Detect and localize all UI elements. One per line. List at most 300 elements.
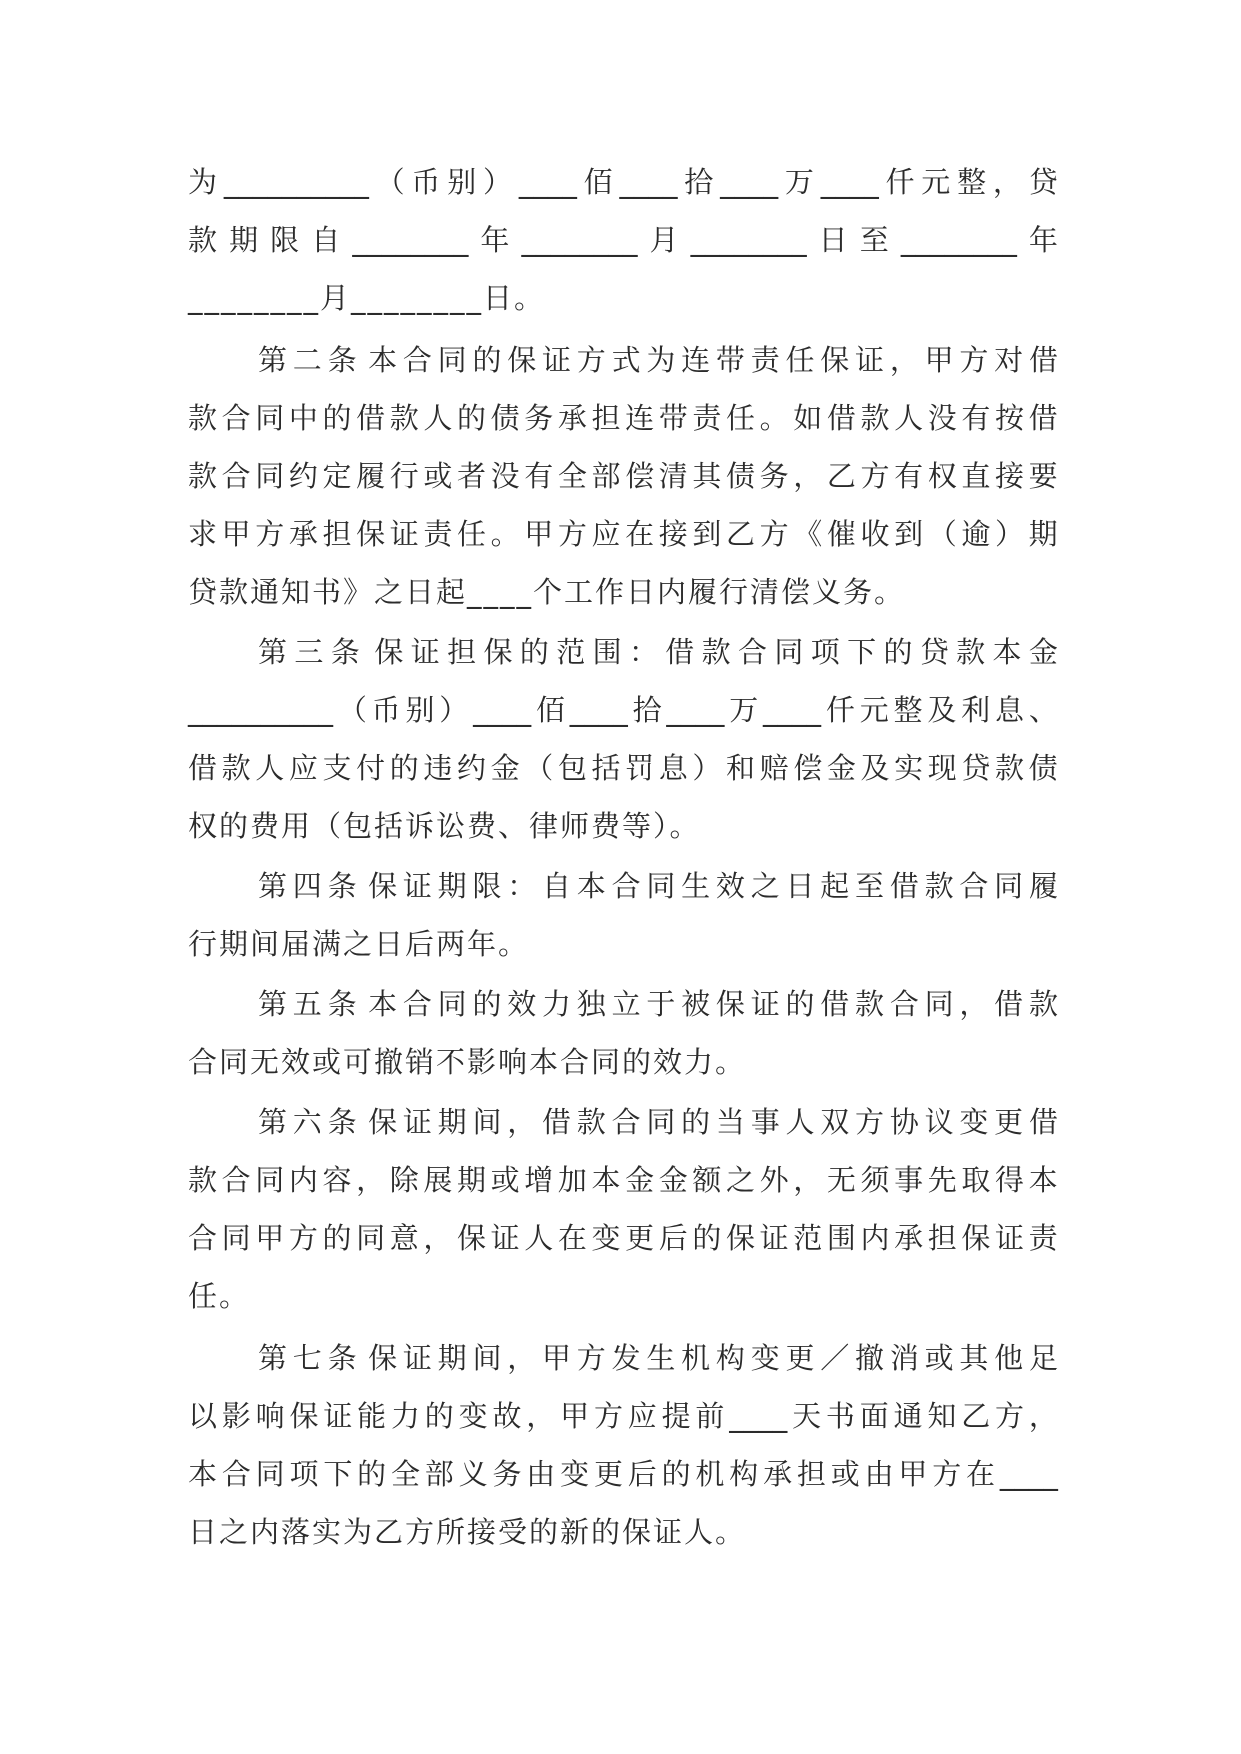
text-glyph: 务 xyxy=(492,1457,522,1491)
text-glyph: 至 xyxy=(859,223,889,257)
text-glyph: 于 xyxy=(646,987,676,1021)
text-glyph: 金 xyxy=(1028,635,1058,669)
text-glyph: 证 xyxy=(750,987,780,1021)
text-glyph: 后 xyxy=(658,1221,688,1255)
text-glyph: ____ xyxy=(820,165,879,199)
text-glyph: 的 xyxy=(472,343,502,377)
text-glyph: 方 xyxy=(995,1399,1025,1433)
text-line xyxy=(188,389,1058,447)
text-glyph: 得 xyxy=(995,1163,1025,1197)
text-glyph: 息 xyxy=(658,751,688,785)
text-glyph: 接 xyxy=(995,459,1025,493)
text-glyph: 履 xyxy=(356,459,386,493)
text-glyph: __________ xyxy=(223,165,369,199)
text-glyph: 清 xyxy=(658,459,688,493)
text-glyph: 任 xyxy=(785,343,815,377)
text-glyph: 。 xyxy=(490,517,520,551)
text-glyph: 万 xyxy=(784,165,814,199)
text-glyph: 同 xyxy=(994,869,1024,903)
text-glyph: 有 xyxy=(894,459,924,493)
text-glyph: 的 xyxy=(322,401,352,435)
text-glyph: 围 xyxy=(592,635,622,669)
text-glyph: 第 xyxy=(258,635,288,669)
text-glyph: 条 xyxy=(327,1341,357,1375)
text-glyph: 义 xyxy=(458,1457,488,1491)
text-glyph: 同 xyxy=(437,343,467,377)
text-glyph: 约 xyxy=(457,751,487,785)
text-glyph: 之 xyxy=(750,869,780,903)
text-glyph: 条 xyxy=(327,987,357,1021)
text-glyph: 全 xyxy=(557,459,587,493)
text-glyph: 债 xyxy=(1028,751,1058,785)
text-glyph: 应 xyxy=(627,1399,657,1433)
text-glyph: 任 xyxy=(457,517,487,551)
text-glyph: 本 xyxy=(591,1163,621,1197)
text-glyph: 本 xyxy=(1028,1163,1058,1197)
text-glyph: 应 xyxy=(288,751,318,785)
text-glyph: 罚 xyxy=(625,751,655,785)
text-glyph: 三 xyxy=(294,635,324,669)
text-glyph: ________ xyxy=(352,223,469,257)
text-glyph: 事 xyxy=(750,1105,780,1139)
text-glyph: 证 xyxy=(410,635,440,669)
text-glyph: 担 xyxy=(796,1457,826,1491)
text-glyph: 方 xyxy=(576,343,606,377)
text-glyph: 甲 xyxy=(924,343,954,377)
text-glyph: 债 xyxy=(726,459,756,493)
text-glyph: 全 xyxy=(390,1457,420,1491)
text-glyph: 要 xyxy=(1028,459,1058,493)
text-glyph: 证 xyxy=(855,343,885,377)
text-glyph: 甲 xyxy=(221,517,251,551)
text-glyph: 方 xyxy=(759,517,789,551)
text-glyph: 责 xyxy=(1028,1221,1058,1255)
text-glyph: 被 xyxy=(681,987,711,1021)
text-glyph: 增 xyxy=(524,1163,554,1197)
text-glyph: 权 xyxy=(927,459,957,493)
text-glyph: 构 xyxy=(715,1341,745,1375)
text-glyph: 年 xyxy=(480,223,510,257)
text-glyph: 元 xyxy=(921,165,951,199)
text-glyph: 二 xyxy=(292,343,322,377)
text-glyph: 证 xyxy=(490,1221,520,1255)
text-glyph: 款 xyxy=(188,223,218,257)
text-glyph: 人 xyxy=(894,401,924,435)
text-line xyxy=(188,857,1058,915)
text-glyph: 期 xyxy=(1028,517,1058,551)
text-glyph: 条 xyxy=(327,1105,357,1139)
text-glyph: 息 xyxy=(995,693,1025,727)
text-glyph: 证 xyxy=(402,1105,432,1139)
text-glyph: 。 xyxy=(759,401,789,435)
text-glyph: 甲 xyxy=(898,1457,928,1491)
text-glyph: 方 xyxy=(288,1221,318,1255)
paragraph-clause-6 xyxy=(188,1093,1058,1325)
text-glyph: 同 xyxy=(646,869,676,903)
paragraph-clause-7 xyxy=(188,1329,1058,1561)
text-glyph: 金 xyxy=(826,751,856,785)
text-glyph: 期 xyxy=(229,223,259,257)
text-glyph: （ xyxy=(927,517,957,551)
text-glyph: 方 xyxy=(860,459,890,493)
text-glyph: 没 xyxy=(927,401,957,435)
text-glyph: 合 xyxy=(221,401,251,435)
text-glyph: 款 xyxy=(188,459,218,493)
text-glyph: 括 xyxy=(591,751,621,785)
text-glyph: 人 xyxy=(785,1105,815,1139)
text-glyph: 履 xyxy=(1028,869,1058,903)
text-glyph: 甲 xyxy=(542,1341,572,1375)
text-glyph: ____ xyxy=(729,1399,788,1433)
text-glyph: 人 xyxy=(255,751,285,785)
text-glyph: 月 xyxy=(649,223,679,257)
text-glyph: 由 xyxy=(526,1457,556,1491)
text-glyph: 乙 xyxy=(726,517,756,551)
text-glyph: ， xyxy=(793,1163,823,1197)
text-glyph: 条 xyxy=(330,635,360,669)
text-glyph: 证 xyxy=(759,1221,789,1255)
text-glyph: 有 xyxy=(524,459,554,493)
text-glyph: __________ xyxy=(188,693,333,727)
text-glyph: 变 xyxy=(750,1341,780,1375)
contract-text xyxy=(188,153,1058,1561)
text-glyph: 能 xyxy=(357,1399,387,1433)
text-glyph: ， xyxy=(959,987,989,1021)
text-glyph: 第 xyxy=(258,1105,288,1139)
text-glyph: 合 xyxy=(611,1105,641,1139)
text-glyph: 借 xyxy=(1028,1105,1058,1139)
text-glyph: 承 xyxy=(288,517,318,551)
text-line: 行期间届满之日后两年。 xyxy=(188,927,530,961)
text-glyph: ， xyxy=(507,1341,537,1375)
text-glyph: 方 xyxy=(255,517,285,551)
text-glyph: 借 xyxy=(188,751,218,785)
text-glyph: 第 xyxy=(258,343,288,377)
text-glyph: 催 xyxy=(826,517,856,551)
text-glyph: 款 xyxy=(188,1163,218,1197)
text-glyph: 力 xyxy=(390,1399,420,1433)
text-glyph: 带 xyxy=(658,401,688,435)
text-glyph: ____ xyxy=(569,693,628,727)
text-line xyxy=(188,623,1058,681)
text-glyph: 款 xyxy=(995,751,1025,785)
text-glyph: 款 xyxy=(389,401,419,435)
text-glyph: 内 xyxy=(288,1163,318,1197)
text-glyph: 整 xyxy=(957,165,987,199)
text-line: 贷款通知书》之日起____个工作日内履行清偿义务。 xyxy=(188,575,906,609)
text-glyph: 展 xyxy=(423,1163,453,1197)
text-glyph: 包 xyxy=(557,751,587,785)
text-glyph: ____ xyxy=(518,165,577,199)
text-glyph: 须 xyxy=(860,1163,890,1197)
text-glyph: 合 xyxy=(221,459,251,493)
text-glyph: 带 xyxy=(715,343,745,377)
text-glyph: 或 xyxy=(830,1457,860,1491)
text-glyph: 合 xyxy=(611,869,641,903)
text-glyph: 六 xyxy=(292,1105,322,1139)
text-glyph: 在 xyxy=(557,1221,587,1255)
text-glyph: 证 xyxy=(402,869,432,903)
text-glyph: 外 xyxy=(759,1163,789,1197)
text-glyph: 至 xyxy=(855,869,885,903)
text-glyph: 由 xyxy=(864,1457,894,1491)
text-glyph: 款 xyxy=(956,635,986,669)
text-glyph: ， xyxy=(889,343,919,377)
text-glyph: ： xyxy=(507,869,537,903)
text-glyph: 或 xyxy=(423,459,453,493)
text-glyph: 期 xyxy=(437,1105,467,1139)
paragraph-clause-2 xyxy=(188,331,1058,621)
text-glyph: 保 xyxy=(368,1105,398,1139)
text-glyph: 除 xyxy=(389,1163,419,1197)
text-glyph: 到 xyxy=(692,517,722,551)
text-glyph: 佰 xyxy=(583,165,613,199)
text-line: 权的费用（包括诉讼费、律师费等）。 xyxy=(188,809,701,843)
text-glyph: 借 xyxy=(889,869,919,903)
text-glyph: 贷 xyxy=(1028,165,1058,199)
text-glyph: ____ xyxy=(763,693,822,727)
text-glyph: ） xyxy=(995,517,1025,551)
text-glyph: 元 xyxy=(859,693,889,727)
text-glyph: 款 xyxy=(576,1105,606,1139)
text-glyph: 合 xyxy=(889,987,919,1021)
text-glyph: 意 xyxy=(389,1221,419,1255)
text-glyph: 对 xyxy=(994,343,1024,377)
text-glyph: 保 xyxy=(368,1341,398,1375)
paragraph-clause-4 xyxy=(188,857,1058,973)
text-glyph: 本 xyxy=(188,1457,218,1491)
text-glyph: 赔 xyxy=(759,751,789,785)
text-glyph: 日 xyxy=(785,869,815,903)
text-glyph: ________ xyxy=(521,223,638,257)
text-glyph: 后 xyxy=(627,1457,657,1491)
text-glyph: 的 xyxy=(457,401,487,435)
text-line xyxy=(188,211,1058,269)
text-glyph: 人 xyxy=(423,401,453,435)
text-glyph: 的 xyxy=(357,1457,387,1491)
text-glyph: 现 xyxy=(927,751,957,785)
text-line: 合同无效或可撤销不影响本合同的效力。 xyxy=(188,1045,747,1079)
text-glyph: 担 xyxy=(447,635,477,669)
text-glyph: 整 xyxy=(893,693,923,727)
text-glyph: 四 xyxy=(292,869,322,903)
text-glyph: 书 xyxy=(825,1399,855,1433)
text-glyph: 力 xyxy=(542,987,572,1021)
text-line xyxy=(188,505,1058,563)
text-glyph: 借 xyxy=(994,987,1024,1021)
text-glyph: 保 xyxy=(715,987,745,1021)
text-glyph: 偿 xyxy=(793,751,823,785)
text-glyph: 贷 xyxy=(919,635,949,669)
text-glyph: 借 xyxy=(356,401,386,435)
text-glyph: 项 xyxy=(289,1457,319,1491)
text-glyph: 发 xyxy=(611,1341,641,1375)
text-glyph: 同 xyxy=(924,987,954,1021)
text-line xyxy=(188,1445,1058,1503)
text-line xyxy=(188,1387,1058,1445)
text-glyph: ， xyxy=(423,1221,453,1255)
text-glyph: ） xyxy=(483,165,513,199)
text-glyph: 独 xyxy=(576,987,606,1021)
text-glyph: 贷 xyxy=(961,751,991,785)
text-glyph: ） xyxy=(692,751,722,785)
text-glyph: 日 xyxy=(818,223,848,257)
text-glyph: 五 xyxy=(292,987,322,1021)
text-glyph: 议 xyxy=(924,1105,954,1139)
text-glyph: 及 xyxy=(927,693,957,727)
text-glyph: 借 xyxy=(826,401,856,435)
text-glyph: 部 xyxy=(424,1457,454,1491)
text-glyph: 下 xyxy=(323,1457,353,1491)
text-glyph: 故 xyxy=(492,1399,522,1433)
text-glyph: 保 xyxy=(356,517,386,551)
text-line xyxy=(188,1151,1058,1209)
text-glyph: 款 xyxy=(701,635,731,669)
text-glyph: ____ xyxy=(473,693,532,727)
text-glyph: 期 xyxy=(437,1341,467,1375)
text-line xyxy=(188,153,1058,211)
text-glyph: 金 xyxy=(658,1163,688,1197)
text-glyph: 付 xyxy=(356,751,386,785)
text-glyph: 事 xyxy=(894,1163,924,1197)
text-glyph: 期 xyxy=(457,1163,487,1197)
text-glyph: 责 xyxy=(750,343,780,377)
text-glyph: 范 xyxy=(556,635,586,669)
text-glyph: 保 xyxy=(457,1221,487,1255)
text-glyph: 应 xyxy=(591,517,621,551)
text-glyph: 第 xyxy=(258,869,288,903)
text-line xyxy=(188,1093,1058,1151)
text-glyph: 效 xyxy=(715,869,745,903)
text-glyph: 更 xyxy=(994,1105,1024,1139)
text-glyph: 保 xyxy=(961,1221,991,1255)
text-glyph: 容 xyxy=(322,1163,352,1197)
text-glyph: 违 xyxy=(423,751,453,785)
text-glyph: 保 xyxy=(483,635,513,669)
text-glyph: 仟 xyxy=(885,165,915,199)
text-glyph: 借 xyxy=(542,1105,572,1139)
text-glyph: 者 xyxy=(457,459,487,493)
text-glyph: 其 xyxy=(692,459,722,493)
text-glyph: 合 xyxy=(221,1163,251,1197)
text-glyph: （ xyxy=(524,751,554,785)
text-glyph: 自 xyxy=(542,869,572,903)
text-glyph: 支 xyxy=(322,751,352,785)
text-glyph: 乙 xyxy=(961,1399,991,1433)
text-glyph: 币 xyxy=(371,693,401,727)
text-glyph: 的 xyxy=(681,1105,711,1139)
text-glyph: ____ xyxy=(619,165,678,199)
text-glyph: 担 xyxy=(927,1221,957,1255)
text-glyph: 本 xyxy=(992,635,1022,669)
text-glyph: 起 xyxy=(820,869,850,903)
text-glyph: 人 xyxy=(524,1221,554,1255)
text-glyph: 限 xyxy=(270,223,300,257)
text-glyph: 款 xyxy=(221,751,251,785)
text-glyph: 证 xyxy=(542,343,572,377)
text-glyph: 约 xyxy=(288,459,318,493)
text-glyph: 响 xyxy=(255,1399,285,1433)
text-glyph: 影 xyxy=(221,1399,251,1433)
text-glyph: 别 xyxy=(447,165,477,199)
text-glyph: 内 xyxy=(860,1221,890,1255)
text-glyph: 条 xyxy=(327,343,357,377)
text-glyph: 收 xyxy=(860,517,890,551)
text-glyph: 更 xyxy=(593,1457,623,1491)
text-glyph: 保 xyxy=(726,1221,756,1255)
text-glyph: 额 xyxy=(692,1163,722,1197)
text-glyph: 款 xyxy=(855,987,885,1021)
text-glyph: 责 xyxy=(692,401,722,435)
text-glyph: 机 xyxy=(695,1457,725,1491)
text-glyph: 如 xyxy=(793,401,823,435)
text-glyph: 本 xyxy=(576,869,606,903)
text-line: ________月________日。 xyxy=(188,281,546,315)
text-line xyxy=(188,331,1058,389)
text-glyph: 及 xyxy=(860,751,890,785)
text-glyph: 以 xyxy=(188,1399,218,1433)
text-glyph: ____ xyxy=(999,1457,1058,1491)
text-glyph: 提 xyxy=(661,1399,691,1433)
text-glyph: 合 xyxy=(402,343,432,377)
text-glyph: 债 xyxy=(490,401,520,435)
text-glyph: 甲 xyxy=(524,517,554,551)
text-glyph: 的 xyxy=(322,1221,352,1255)
text-glyph: 面 xyxy=(859,1399,889,1433)
text-glyph: 仟 xyxy=(825,693,855,727)
text-glyph: ________ xyxy=(900,223,1017,257)
text-glyph: 先 xyxy=(927,1163,957,1197)
text-glyph: （ xyxy=(375,165,405,199)
text-line xyxy=(188,1329,1058,1387)
text-glyph: 他 xyxy=(994,1341,1024,1375)
text-glyph: 消 xyxy=(889,1341,919,1375)
text-glyph: 方 xyxy=(855,1105,885,1139)
text-glyph: 款 xyxy=(924,869,954,903)
text-glyph: 借 xyxy=(665,635,695,669)
text-line xyxy=(188,739,1058,797)
text-glyph: 或 xyxy=(490,1163,520,1197)
text-glyph: 务 xyxy=(524,401,554,435)
text-glyph: 变 xyxy=(959,1105,989,1139)
text-glyph: ， xyxy=(356,1163,386,1197)
text-glyph: 的 xyxy=(785,987,815,1021)
text-glyph: 担 xyxy=(322,517,352,551)
text-glyph: 通 xyxy=(893,1399,923,1433)
text-glyph: ） xyxy=(439,693,469,727)
text-glyph: 保 xyxy=(368,869,398,903)
text-line xyxy=(188,1209,1058,1267)
text-glyph: 保 xyxy=(820,343,850,377)
text-glyph: 构 xyxy=(729,1457,759,1491)
text-glyph: ： xyxy=(628,635,658,669)
text-glyph: 承 xyxy=(894,1221,924,1255)
text-glyph: 条 xyxy=(327,869,357,903)
text-glyph: 款 xyxy=(188,401,218,435)
text-glyph: 别 xyxy=(405,693,435,727)
text-glyph: 拾 xyxy=(632,693,662,727)
text-glyph: 担 xyxy=(591,401,621,435)
text-glyph: 实 xyxy=(894,751,924,785)
text-glyph: 合 xyxy=(188,1221,218,1255)
text-glyph: 行 xyxy=(389,459,419,493)
text-glyph: 利 xyxy=(961,693,991,727)
text-glyph: 的 xyxy=(692,1221,722,1255)
text-glyph: 和 xyxy=(726,751,756,785)
text-glyph: 证 xyxy=(402,1341,432,1375)
text-glyph: 方 xyxy=(576,1341,606,1375)
text-glyph: 生 xyxy=(681,869,711,903)
